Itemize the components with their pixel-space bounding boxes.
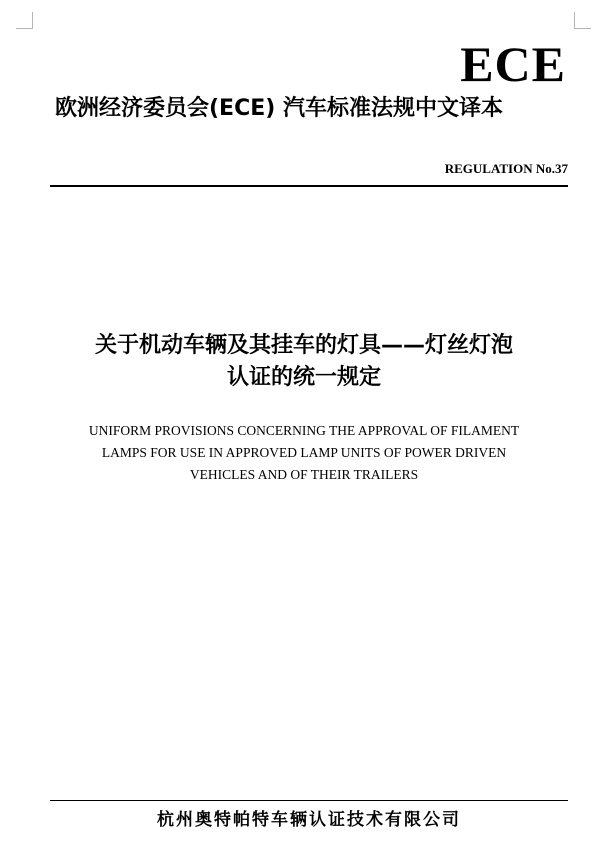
regulation-number: REGULATION No.37 [444, 161, 568, 176]
title-en-line-3: VEHICLES AND OF THEIR TRAILERS [189, 467, 419, 482]
brand-heading: ECE [460, 36, 566, 92]
organization-name: 杭州奥特帕特车辆认证技术有限公司 [157, 810, 461, 830]
title-en-line-2: LAMPS FOR USE IN APPROVED LAMP UNITS OF POWER DRIVEN [101, 445, 507, 460]
title-zh-line-2: 认证的统一规定 [226, 365, 381, 390]
document-title-chinese [40, 330, 568, 394]
crop-mark-top-right [574, 12, 591, 29]
crop-mark-top-left [16, 12, 33, 29]
title-en-line-1: UNIFORM PROVISIONS CONCERNING THE APPROVAL OF FILAMENT [88, 423, 520, 438]
title-zh-line-1: 关于机动车辆及其挂车的灯具——灯丝灯泡 [94, 333, 513, 358]
document-title-english [40, 420, 568, 486]
series-title: 欧洲经济委员会(ECE) 汽车标准法规中文译本 [55, 96, 503, 121]
header-divider [50, 185, 568, 187]
footer-divider [50, 800, 568, 801]
